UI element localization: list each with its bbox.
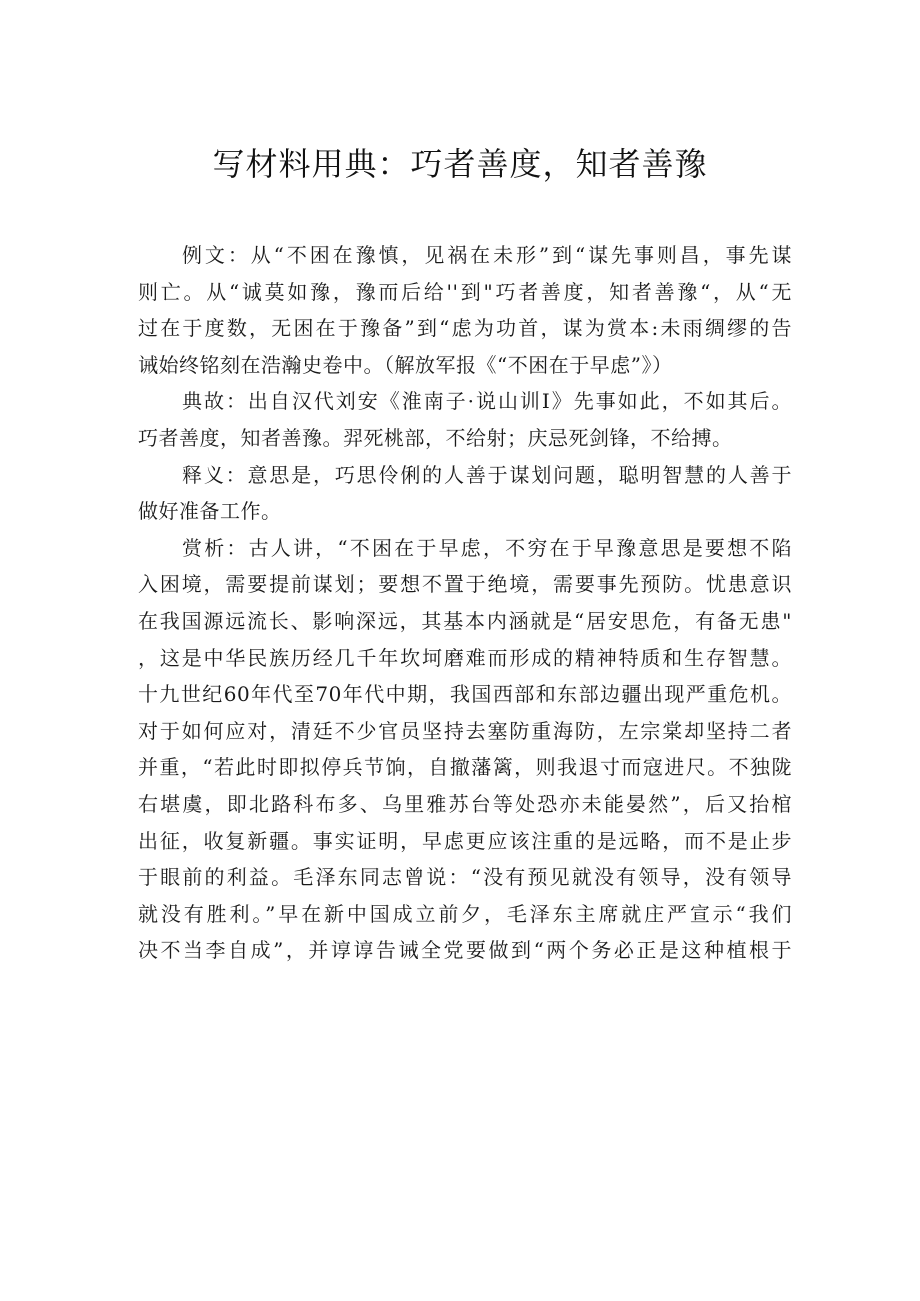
text-line: 例文：从“不困在豫慎，见祸在未形”到“谋先事则昌，事先谋 (182, 243, 792, 267)
text-line: 于眼前的利益。毛泽东同志曾说：“没有预见就没有领导，没有领导 (138, 865, 792, 890)
text-line: 赏析：古人讲，“不困在于早虑，不穷在于早豫意思是要想不陷 (182, 535, 792, 560)
text-line: 诫始终铭刻在浩瀚史卷中。（解放军报《“不困在于早虑”》） (138, 352, 673, 377)
text-line: 典故：出自汉代刘安《淮南子·说山训I》先事如此，不如其后。 (182, 389, 792, 414)
text-line: 在我国源远流长、影响深远，其基本内涵就是“居安思危，有备无患" (138, 608, 792, 633)
text-line: 十九世纪60年代至70年代中期，我国西部和东部边疆出现严重危机。 (138, 682, 792, 707)
text-line: 巧者善度，知者善豫。羿死桃部，不给射；庆忌死剑锋，不给搏。 (138, 425, 733, 450)
text-line: 并重，“若此时即拟停兵节饷，自撤藩篱，则我退寸而寇进尺。不独陇 (138, 755, 792, 780)
text-line: 右堪虞，即北路科布多、乌里雅苏台等处恐亦未能晏然”，后又抬棺 (138, 791, 792, 816)
document-body (138, 237, 792, 969)
text-line: 过在于度数，无困在于豫备”到“虑为功首，谋为赏本:未雨绸缪的告 (138, 316, 792, 341)
text-line: 出征，收复新疆。事实证明，早虑更应该注重的是远略，而不是止步 (138, 828, 792, 853)
text-line: 就没有胜利。”早在新中国成立前夕，毛泽东主席就庄严宣示“我们 (138, 901, 792, 926)
text-line: 决不当李自成”，并谆谆告诫全党要做到“两个务必正是这种植根于 (138, 938, 792, 963)
text-line: 入困境，需要提前谋划；要想不置于绝境，需要事先预防。忧患意识 (138, 572, 792, 597)
text-line: 释义：意思是，巧思伶俐的人善于谋划问题，聪明智慧的人善于 (182, 462, 792, 487)
text-line: 对于如何应对，清廷不少官员坚持去塞防重海防，左宗棠却坚持二者 (138, 718, 792, 743)
text-line: ，这是中华民族历经几千年坎坷磨难而形成的精神特质和生存智慧。 (138, 645, 792, 670)
document-title: 写材料用典：巧者善度，知者善豫 (212, 145, 708, 183)
text-line: 则亡。从“诚莫如豫，豫而后给''到"巧者善度，知者善豫“，从“无 (138, 279, 792, 304)
text-line: 做好准备工作。 (138, 499, 282, 524)
